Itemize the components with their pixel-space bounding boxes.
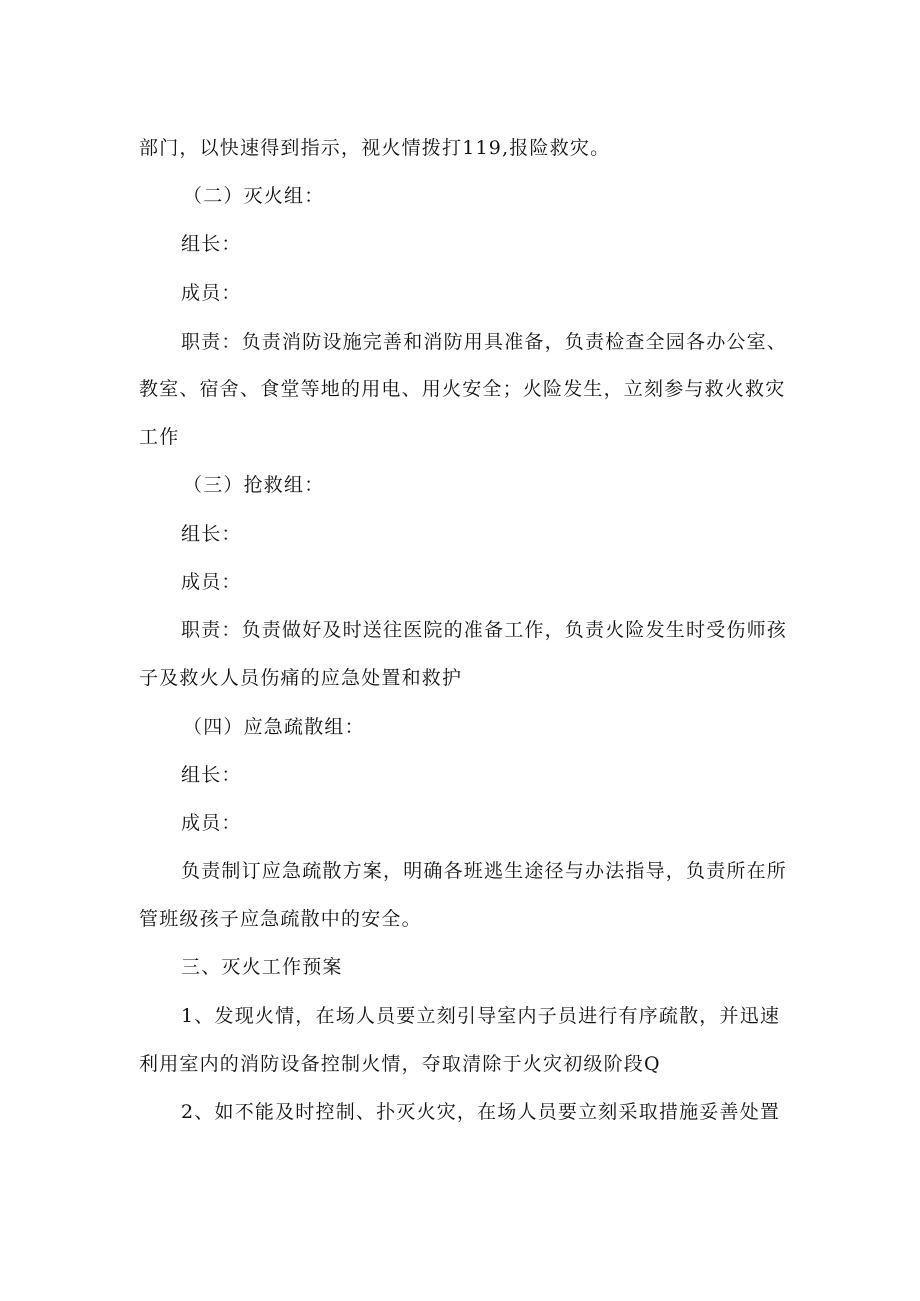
- text-line: 组长：: [181, 523, 242, 545]
- text-line: 成员：: [181, 812, 242, 834]
- text-line: 组长：: [181, 764, 242, 786]
- text-line: 成员：: [181, 571, 242, 593]
- section-heading: 三、灭火工作预案: [181, 956, 343, 978]
- text-line: 2、如不能及时控制、扑灭火灾，在场人员要立刻采取措施妥善处置: [181, 1101, 781, 1123]
- text-line: 职责：负责消防设施完善和消防用具准备，负责检查全园各办公室、: [181, 331, 788, 353]
- text-line: 管班级孩子应急疏散中的安全。: [139, 908, 422, 930]
- text-line: 教室、宿舍、食堂等地的用电、用火安全；火险发生，立刻参与救火救灾: [139, 378, 786, 400]
- section-heading: （二）灭火组：: [183, 185, 325, 207]
- section-heading: （四）应急疏散组：: [183, 716, 365, 738]
- text-line: 工作: [139, 426, 180, 448]
- text-line: 负责制订应急疏散方案，明确各班逃生途径与办法指导，负责所在所: [181, 860, 788, 882]
- text-line: 子及救火人员伤痛的应急处置和救护: [139, 667, 463, 689]
- text-line: 职责：负责做好及时送往医院的准备工作，负责火险发生时受伤师孩: [181, 619, 788, 641]
- section-heading: （三）抢救组：: [183, 474, 325, 496]
- text-line: 成员：: [181, 282, 242, 304]
- text-line: 组长：: [181, 233, 242, 255]
- text-line: 1、发现火情，在场人员要立刻引导室内子员进行有序疏散，并迅速: [181, 1005, 781, 1027]
- text-line: 部门，以快速得到指示，视火情拨打119,报险救灾。: [139, 137, 611, 159]
- text-line: 利用室内的消防设备控制火情，夺取清除于火灾初级阶段Q: [139, 1053, 661, 1075]
